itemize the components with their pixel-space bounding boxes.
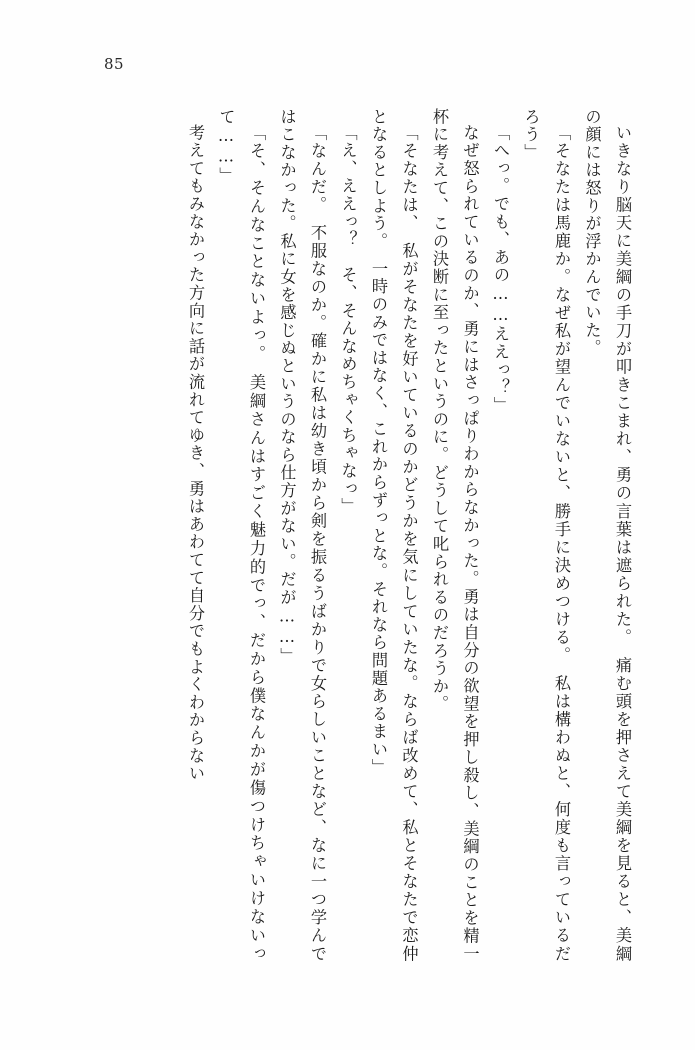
paragraph: 「なんだ。 不服なのか。確かに私は幼き頃から剣を振るうばかりで女らしいことなど、なに一つ学んではこなかった。私に女を感じぬというのなら仕方がない。だが……」 xyxy=(277,108,327,963)
paragraph: 「へっ。でも、あの……ええっ？」 xyxy=(491,124,510,415)
paragraph: 考えてもみなかった方向に話が流れてゆき、勇はあわてて自分でもよくわからない xyxy=(186,124,205,783)
paragraph: いきなり脳天に美綱の手刀が叩きこまれ、勇の言葉は遮られた。 痛む頭を押さえて美綱を見ると、美綱の顔には怒りが浮かんでいた。 xyxy=(582,108,632,963)
page-number: 85 xyxy=(104,55,125,73)
paragraph: 「そなたは馬鹿か。なぜ私が望んでいないと、勝手に決めつける。 私は構わぬと、何度も言っているだろう」 xyxy=(521,108,571,963)
paragraph: なぜ怒られているのか、勇にはさっぱりわからなかった。勇は自分の欲望を押し殺し、美綱のことを精一杯に考えて、この決断に至ったというのに。どうして叱られるのだろうか。 xyxy=(430,108,480,963)
body-text-column xyxy=(62,108,637,963)
paragraph: 「そ、そんなことないよっ。 美綱さんはすごく魅力的でっ、だから僕なんかが傷つけちゃいけないって……」 xyxy=(216,108,266,963)
paragraph: 「そなたは、 私がそなたを好いているのかどうかを気にしていたな。ならば改めて、私とそなたで恋仲となるとしよう。 一時のみではなく、これからずっとな。それなら問題あるまい」 xyxy=(369,108,419,963)
paragraph: 「え、ええっ？ そ、そんなめちゃくちゃなっ」 xyxy=(338,124,358,516)
